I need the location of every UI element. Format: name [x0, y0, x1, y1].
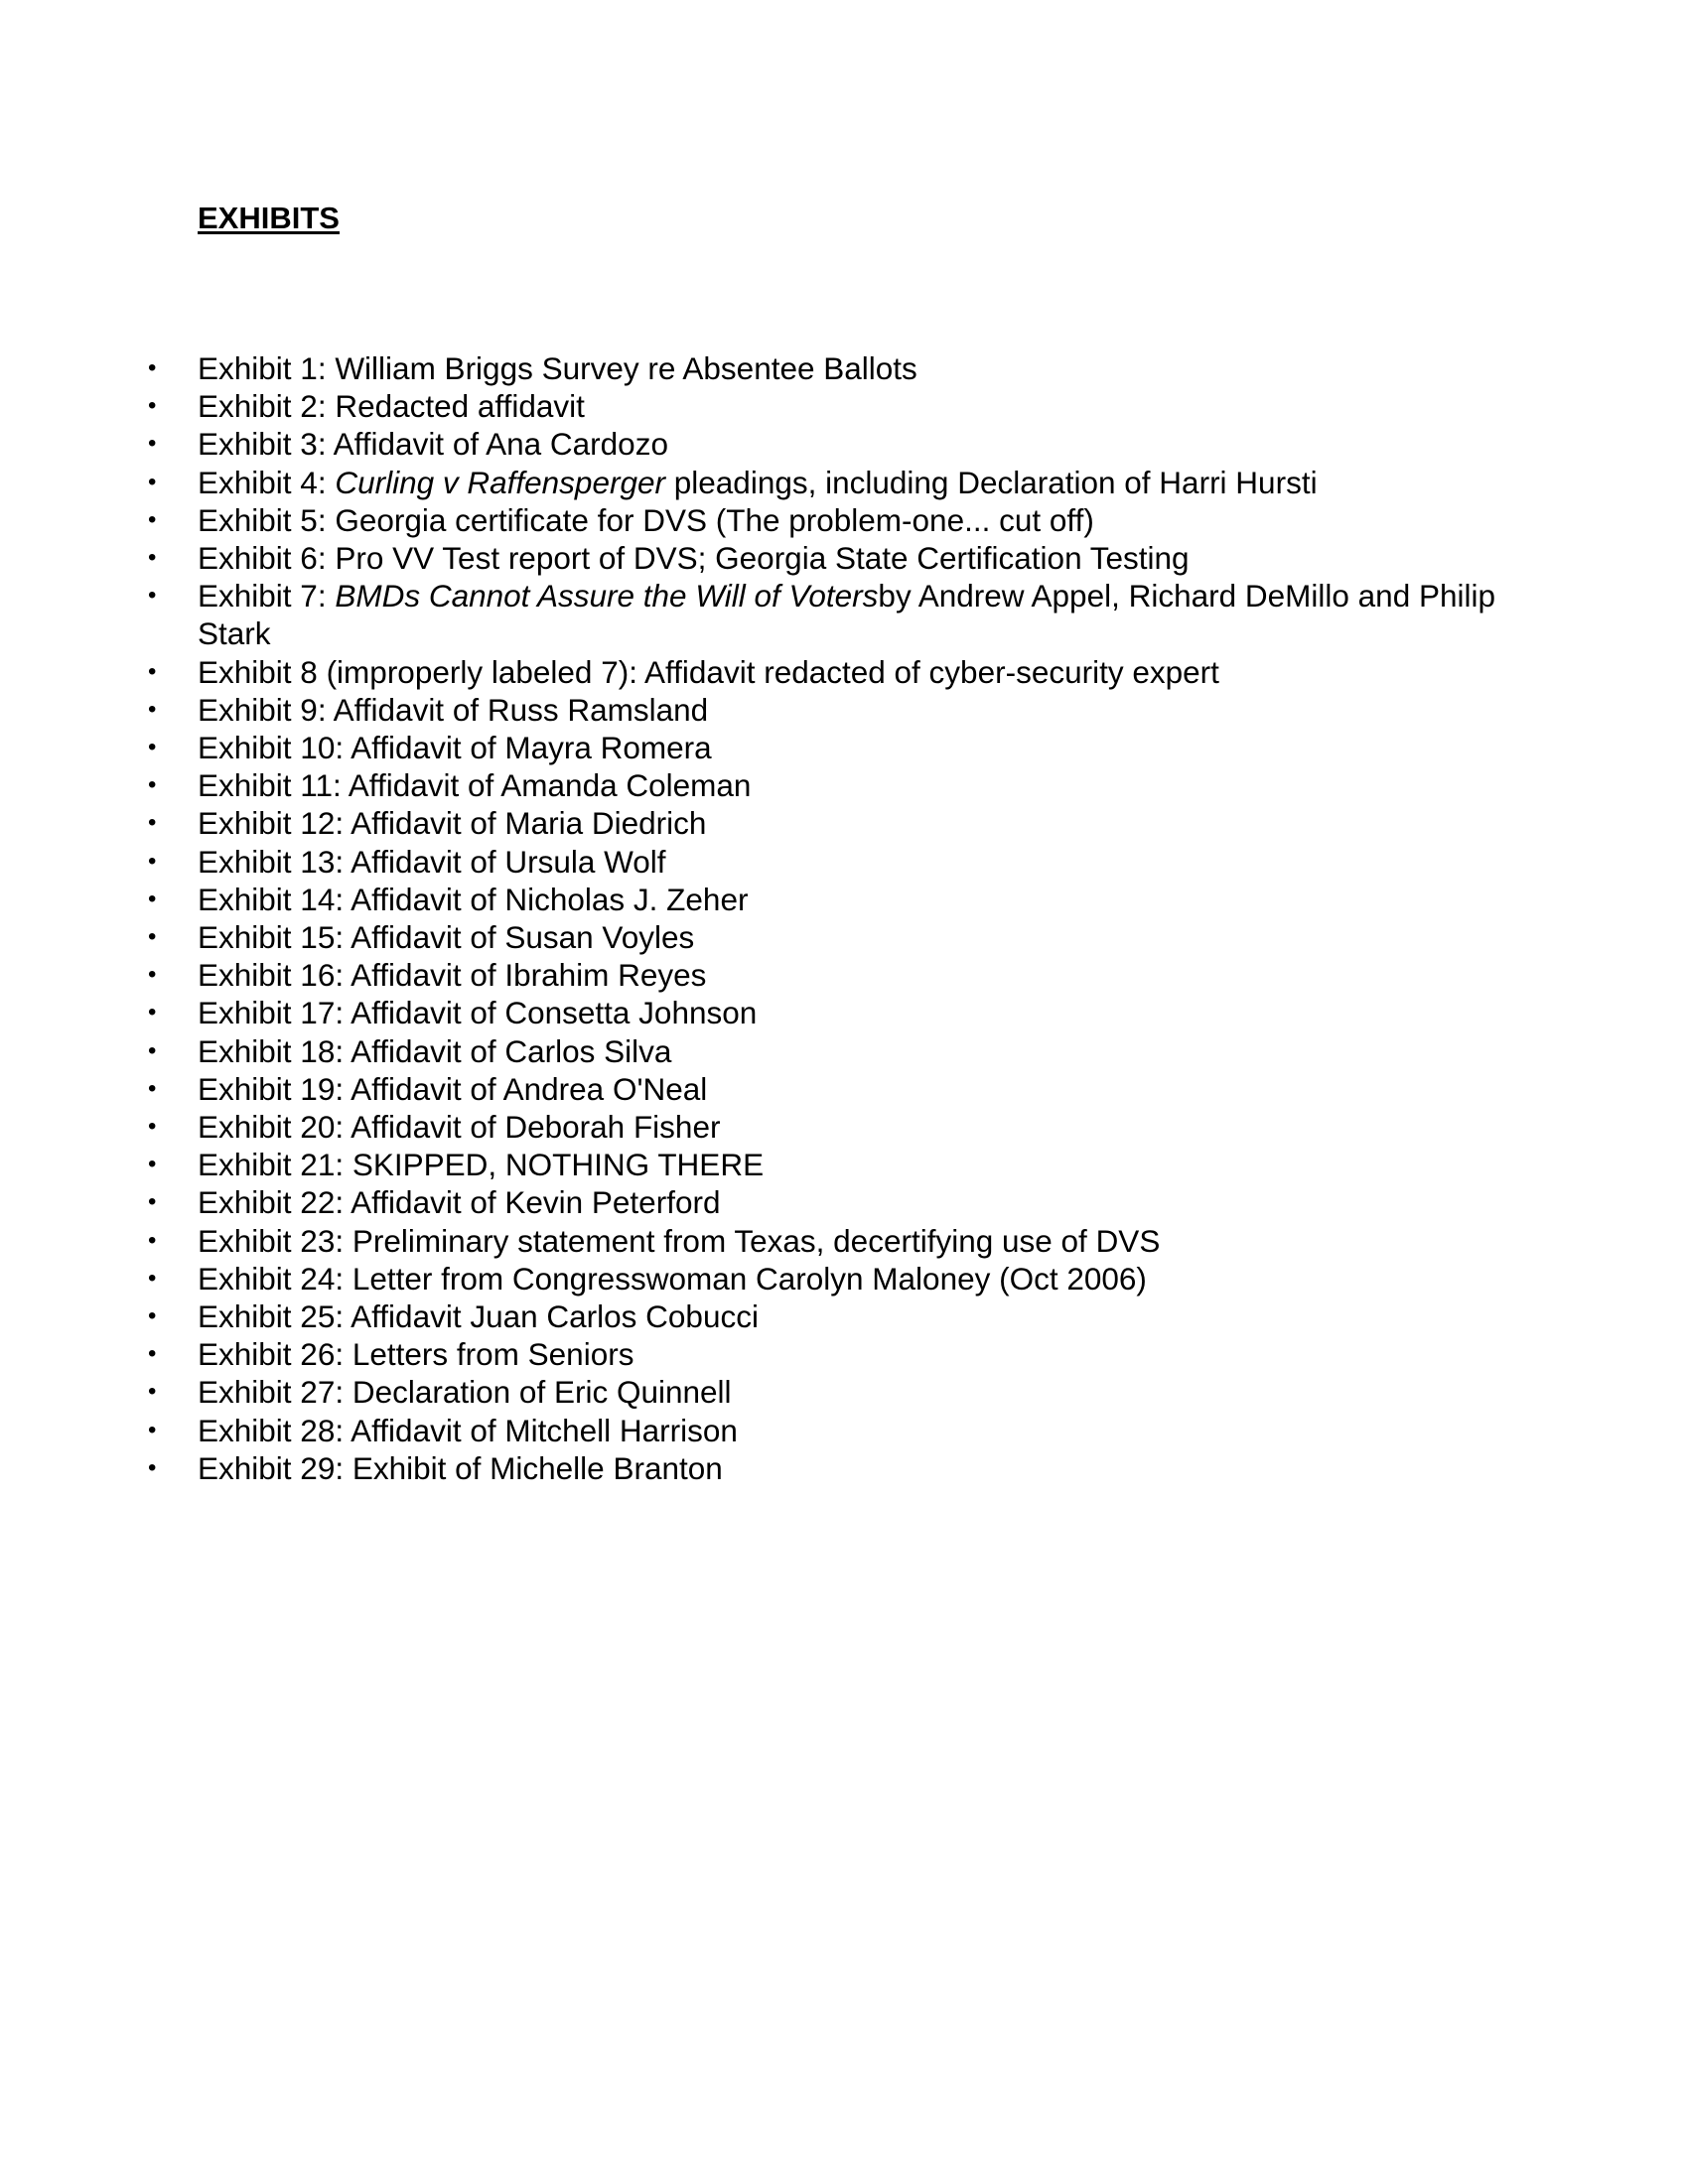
bullet-icon: • [148, 1226, 157, 1254]
bullet-icon: • [148, 430, 157, 458]
bullet-icon: • [148, 999, 157, 1026]
exhibit-text [198, 767, 751, 803]
exhibit-item [0, 729, 1688, 766]
bullet-icon: • [148, 544, 157, 572]
exhibit-text-main: Exhibit 3: Affidavit of Ana Cardozo [198, 426, 668, 463]
exhibit-item [0, 918, 1688, 956]
exhibit-text-main: Exhibit 2: Redacted affidavit [198, 388, 585, 425]
exhibit-item [0, 1412, 1688, 1449]
exhibit-item [0, 1335, 1688, 1373]
bullet-icon: • [148, 468, 157, 495]
page-heading: EXHIBITS [198, 201, 340, 235]
bullet-icon: • [148, 961, 157, 989]
exhibit-text-main: Exhibit 26: Letters from Seniors [198, 1336, 634, 1373]
exhibit-text [198, 654, 1219, 690]
bullet-icon: • [148, 809, 157, 837]
exhibit-item [0, 464, 1688, 501]
exhibit-text-rest: pleadings, including Declaration of Harri Hursti [665, 464, 1318, 500]
exhibit-text-main: Exhibit 25: Affidavit Juan Carlos Cobucci [198, 1298, 759, 1335]
exhibit-text-main: Exhibit 14: Affidavit of Nicholas J. Zeher [198, 881, 749, 917]
exhibit-text [198, 465, 1318, 500]
exhibit-item [0, 501, 1688, 539]
exhibit-text [198, 844, 666, 880]
exhibit-item [0, 577, 1688, 652]
exhibit-text [198, 1033, 671, 1069]
bullet-icon: • [148, 885, 157, 912]
exhibit-text-main: Exhibit 10: Affidavit of Mayra Romera [198, 730, 712, 766]
exhibit-text [198, 426, 668, 462]
exhibit-text [198, 882, 748, 917]
exhibit-item [0, 1449, 1688, 1487]
exhibit-text [198, 350, 917, 386]
exhibit-text-main: Exhibit 6: Pro VV Test report of DVS; Georgia State Certification Testing [198, 540, 1190, 577]
exhibit-text-main: Exhibit 11: Affidavit of Amanda Coleman [198, 767, 752, 804]
exhibit-text [198, 919, 694, 955]
exhibit-item [0, 349, 1688, 387]
exhibit-item [0, 1297, 1688, 1335]
exhibit-text-main: Exhibit 22: Affidavit of Kevin Peterford [198, 1184, 721, 1221]
exhibit-text-rest: by Andrew Appel, Richard DeMillo and Philip Stark [198, 578, 1496, 652]
bullet-icon: • [148, 1113, 157, 1141]
exhibit-item [0, 425, 1688, 463]
exhibit-text-main: Exhibit 24: Letter from Congresswoman Carolyn Maloney (Oct 2006) [198, 1260, 1147, 1297]
exhibit-item [0, 843, 1688, 881]
exhibit-item [0, 1108, 1688, 1146]
exhibit-item [0, 653, 1688, 691]
exhibit-text [198, 805, 706, 841]
exhibit-text [198, 1109, 720, 1145]
exhibit-text [198, 1184, 720, 1220]
exhibit-item [0, 387, 1688, 425]
exhibit-item [0, 691, 1688, 729]
exhibit-text [198, 502, 1094, 538]
exhibit-text-italic: Curling v Raffensperger [335, 464, 665, 500]
bullet-icon: • [148, 1340, 157, 1368]
exhibit-text [198, 692, 708, 728]
bullet-icon: • [148, 1302, 157, 1330]
exhibit-text [198, 578, 1495, 651]
bullet-icon: • [148, 1036, 157, 1064]
bullet-icon: • [148, 1416, 157, 1443]
bullet-icon: • [148, 771, 157, 799]
bullet-icon: • [148, 734, 157, 761]
exhibit-item [0, 956, 1688, 994]
bullet-icon: • [148, 923, 157, 951]
exhibit-text-main: Exhibit 28: Affidavit of Mitchell Harrison [198, 1412, 738, 1448]
bullet-icon: • [148, 582, 157, 610]
bullet-icon: • [148, 847, 157, 875]
exhibit-item [0, 1222, 1688, 1260]
exhibit-text-main: Exhibit 7: [198, 578, 336, 614]
exhibit-text-main: Exhibit 29: Exhibit of Michelle Branton [198, 1449, 723, 1486]
bullet-icon: • [148, 1188, 157, 1216]
exhibit-text-main: Exhibit 18: Affidavit of Carlos Silva [198, 1032, 672, 1069]
exhibit-text [198, 1223, 1160, 1259]
exhibit-item [0, 1260, 1688, 1297]
exhibit-text-main: Exhibit 12: Affidavit of Maria Diedrich [198, 805, 707, 842]
exhibit-text-main: Exhibit 16: Affidavit of Ibrahim Reyes [198, 957, 707, 994]
exhibit-text-main: Exhibit 19: Affidavit of Andrea O'Neal [198, 1070, 708, 1107]
exhibit-text [198, 540, 1190, 576]
exhibit-text [198, 1450, 723, 1486]
exhibit-text-main: Exhibit 17: Affidavit of Consetta Johnson [198, 995, 758, 1031]
exhibit-item [0, 539, 1688, 577]
exhibit-text-main: Exhibit 21: SKIPPED, NOTHING THERE [198, 1147, 765, 1183]
exhibit-text-main: Exhibit 20: Affidavit of Deborah Fisher [198, 1109, 721, 1146]
exhibit-text [198, 957, 706, 993]
bullet-icon: • [148, 1074, 157, 1102]
bullet-icon: • [148, 1378, 157, 1406]
exhibit-item [0, 766, 1688, 804]
exhibit-text-main: Exhibit 5: Georgia certificate for DVS (The problem-one... cut off) [198, 501, 1094, 538]
exhibit-text-main: Exhibit 4: [198, 464, 336, 500]
bullet-icon: • [148, 505, 157, 533]
bullet-icon: • [148, 1264, 157, 1292]
exhibit-text-main: Exhibit 27: Declaration of Eric Quinnell [198, 1374, 732, 1411]
bullet-icon: • [148, 392, 157, 420]
exhibit-text [198, 1413, 738, 1448]
exhibit-text-main: Exhibit 13: Affidavit of Ursula Wolf [198, 843, 666, 880]
exhibit-text [198, 995, 757, 1030]
exhibit-text-main: Exhibit 15: Affidavit of Susan Voyles [198, 919, 695, 956]
bullet-icon: • [148, 1453, 157, 1481]
bullet-icon: • [148, 354, 157, 381]
bullet-icon: • [148, 695, 157, 723]
exhibit-item [0, 1183, 1688, 1221]
exhibit-text [198, 1298, 759, 1334]
exhibit-text [198, 1261, 1147, 1297]
exhibit-text [198, 1336, 633, 1372]
exhibit-text-main: Exhibit 8 (improperly labeled 7): Affidavit redacted of cyber-security expert [198, 653, 1219, 690]
exhibit-text-main: Exhibit 1: William Briggs Survey re Absentee Ballots [198, 350, 917, 386]
bullet-icon: • [148, 657, 157, 685]
exhibit-list [0, 349, 1688, 1487]
exhibit-item [0, 1146, 1688, 1183]
exhibit-item [0, 1373, 1688, 1411]
exhibit-item [0, 994, 1688, 1031]
exhibit-item [0, 804, 1688, 842]
exhibit-text-main: Exhibit 9: Affidavit of Russ Ramsland [198, 691, 709, 728]
exhibit-item [0, 1070, 1688, 1108]
exhibit-text [198, 1374, 732, 1410]
exhibit-text [198, 388, 585, 424]
exhibit-item [0, 881, 1688, 918]
bullet-icon: • [148, 1151, 157, 1178]
exhibit-item [0, 1032, 1688, 1070]
exhibit-text [198, 730, 712, 765]
exhibit-text [198, 1071, 707, 1107]
exhibit-text-italic: BMDs Cannot Assure the Will of Voters [335, 578, 879, 614]
exhibit-text-main: Exhibit 23: Preliminary statement from Texas, decertifying use of DVS [198, 1222, 1161, 1259]
exhibit-text [198, 1147, 764, 1182]
